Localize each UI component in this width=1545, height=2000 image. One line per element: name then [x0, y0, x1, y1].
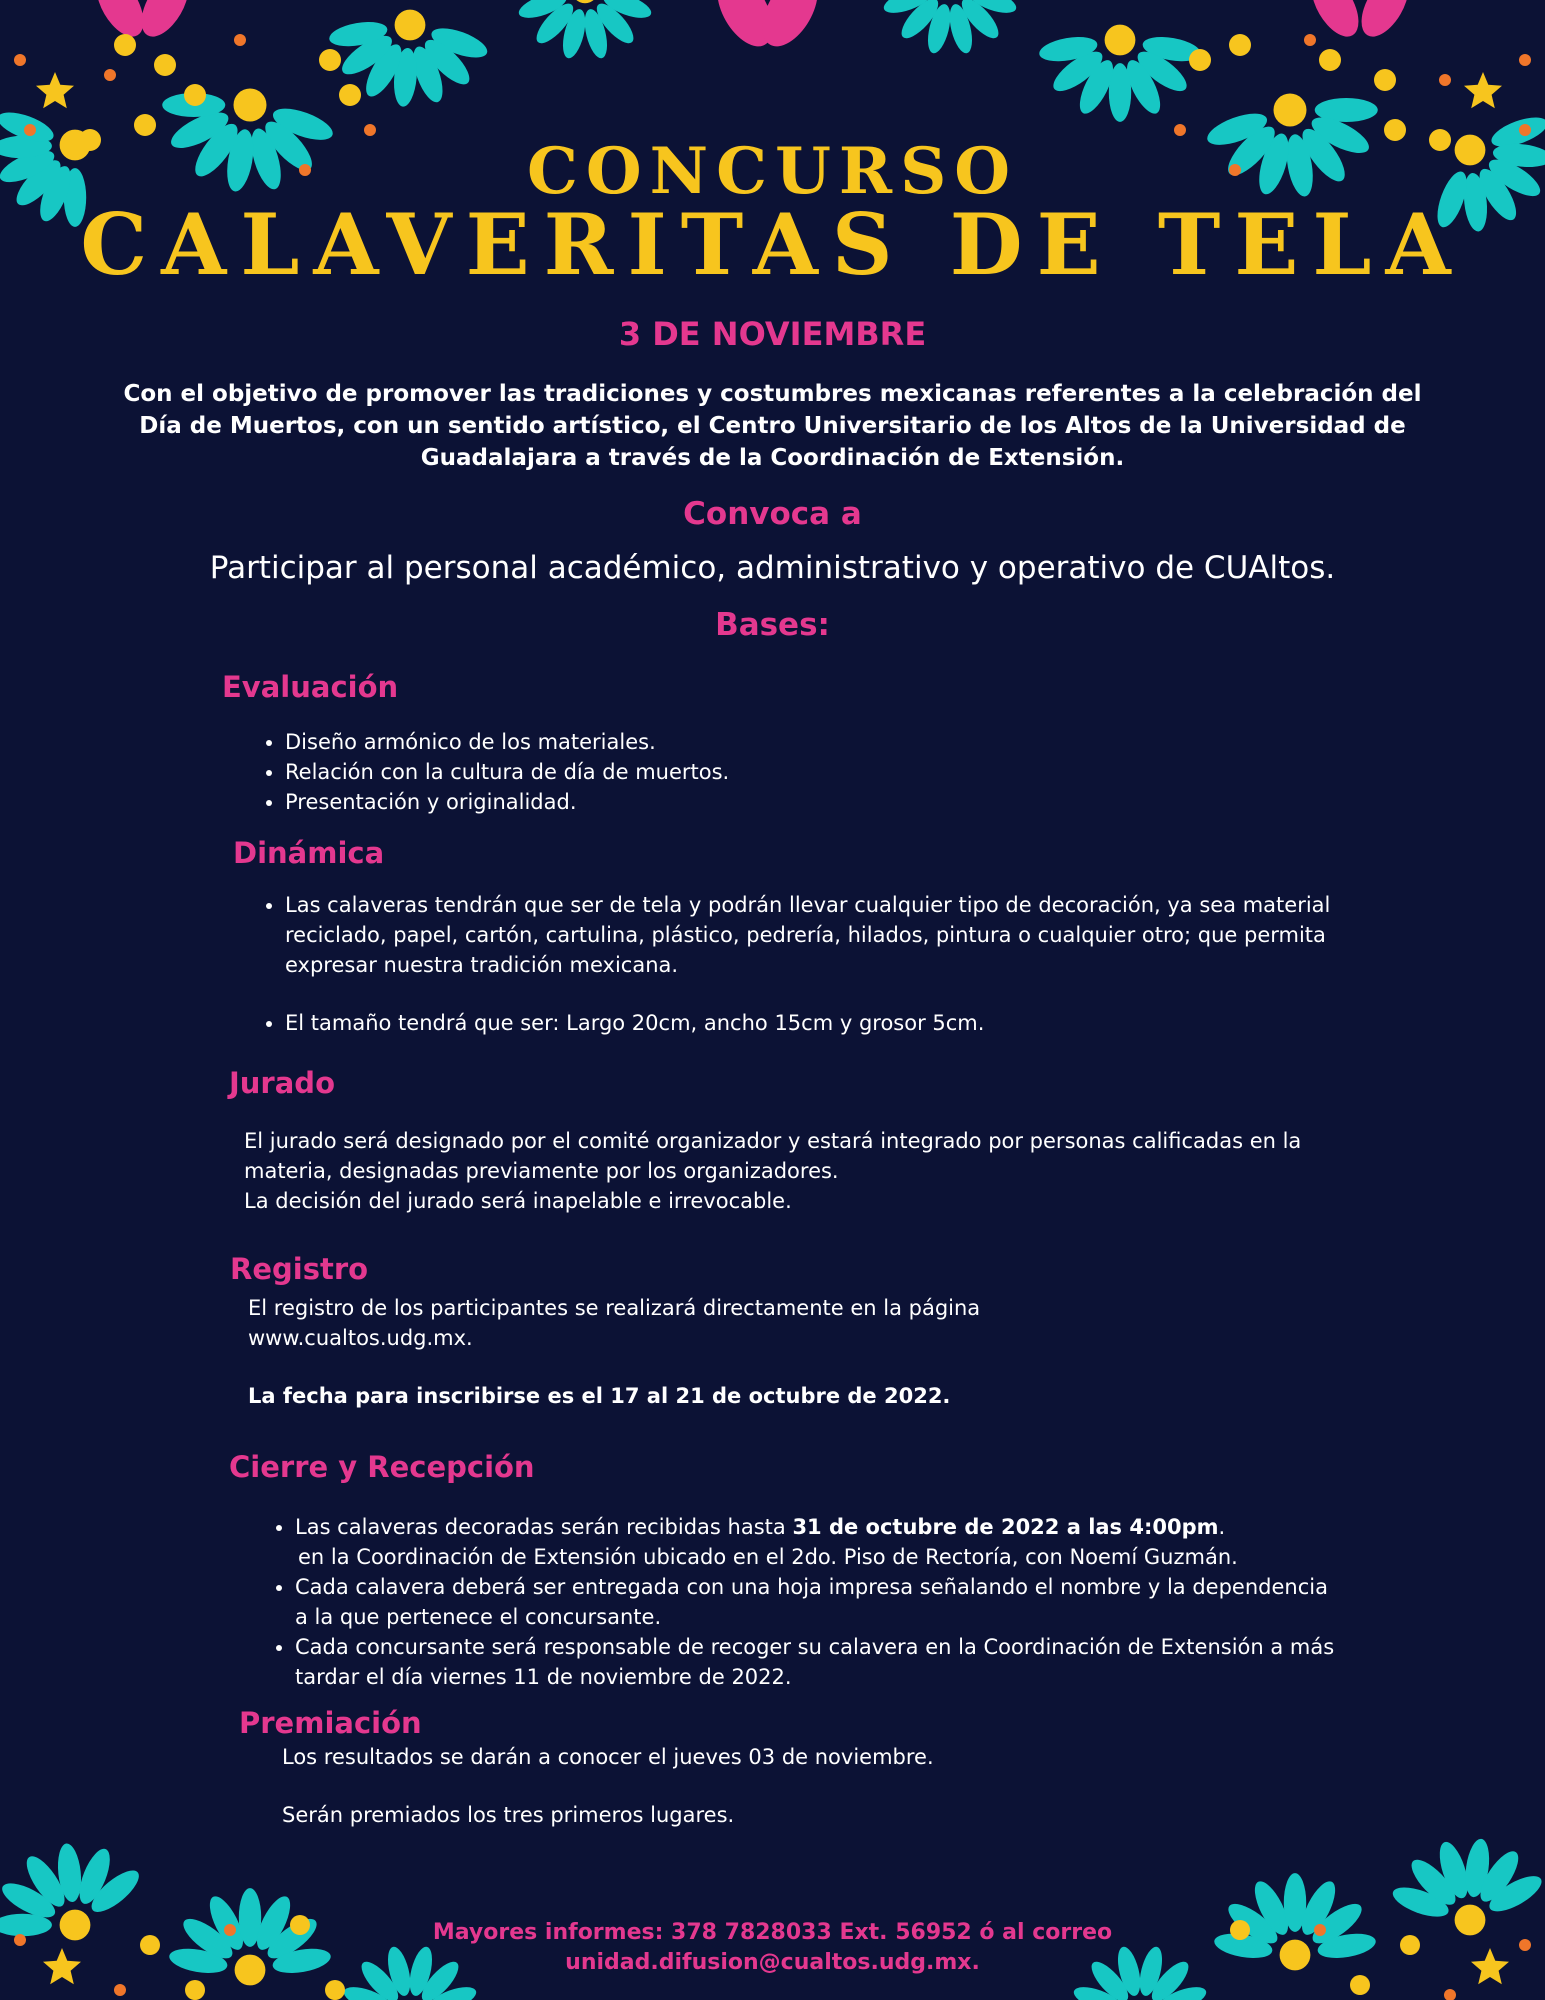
cierre-list	[265, 1512, 1345, 1692]
registro-line1: El registro de los participantes se realizará directamente en la página	[248, 1296, 981, 1320]
jurado-line1: El jurado será designado por el comité organizador y estará integrado por personas calificadas en la materia, designadas previamente por los organizadores.	[244, 1129, 1302, 1183]
contact-footer	[0, 1918, 1545, 1978]
dot-decoration	[325, 1980, 345, 2000]
event-date: 3 DE NOVIEMBRE	[618, 315, 927, 353]
evaluacion-list	[255, 727, 1355, 817]
cierre-item1-pre: Las calaveras decoradas serán recibidas hasta	[295, 1515, 793, 1539]
list-item: • Las calaveras tendrán que ser de tela y podrán llevar cualquier tipo de decoración, ya sea material reciclado, papel, cartón, cartulina, plástico, pedrería, hilados, pintura o cualquier otro; que permita expresar nuestra tradición mexicana.	[285, 890, 1335, 980]
dot-decoration	[14, 54, 26, 66]
dot-decoration	[1174, 124, 1186, 136]
cierre-heading: Cierre y Recepción	[229, 1450, 535, 1484]
list-item: • Cada concursante será responsable de recoger su calavera en la Coordinación de Extensión a más tardar el día viernes 11 de noviembre de 2022.	[295, 1632, 1345, 1692]
bases-heading: Bases:	[715, 607, 830, 643]
premiacion-text	[282, 1742, 1332, 1830]
dot-decoration	[1304, 34, 1316, 46]
list-item: • El tamaño tendrá que ser: Largo 20cm, ancho 15cm y grosor 5cm.	[285, 1008, 1335, 1038]
dinamica-list	[255, 890, 1335, 1038]
registro-deadline: La fecha para inscribirse es el 17 al 21 de octubre de 2022.	[248, 1384, 951, 1408]
cierre-item1-post: .	[1218, 1515, 1226, 1539]
convoca-heading: Convoca a	[683, 496, 862, 532]
registro-url: www.cualtos.udg.mx.	[248, 1326, 473, 1350]
dot-decoration	[1444, 1989, 1456, 2000]
pink-petal-decoration	[132, 0, 198, 44]
flower-icon	[881, 0, 1019, 55]
jurado-text	[244, 1126, 1314, 1216]
list-item: • Relación con la cultura de día de muertos.	[285, 757, 1355, 787]
star-icon	[36, 72, 74, 108]
title-calaveritas: CALAVERITAS DE TELA	[80, 195, 1465, 294]
dot-decoration	[24, 124, 36, 136]
dot-decoration	[1374, 69, 1396, 91]
dot-decoration	[339, 84, 361, 106]
jurado-heading: Jurado	[229, 1066, 335, 1100]
premiacion-line1: Los resultados se darán a conocer el jueves 03 de noviembre.	[282, 1745, 934, 1769]
dot-decoration	[1319, 49, 1341, 71]
registro-heading: Registro	[230, 1252, 369, 1286]
pink-petal-decoration	[1352, 0, 1418, 44]
premiacion-heading: Premiación	[239, 1706, 422, 1740]
list-item: • Cada calavera deberá ser entregada con una hoja impresa señalando el nombre y la dependencia a la que pertenece el concursante.	[295, 1572, 1345, 1632]
cierre-item1-date: 31 de octubre de 2022 a las 4:00pm	[792, 1515, 1219, 1539]
cierre-item1-line2: en la Coordinación de Extensión ubicado en el 2do. Piso de Rectoría, con Noemí Guzmán.	[298, 1545, 1238, 1569]
dot-decoration	[1519, 124, 1531, 136]
convoca-text: Participar al personal académico, administrativo y operativo de CUAltos.	[209, 550, 1336, 586]
contact-phone: Mayores informes: 378 7828033 Ext. 56952 ó al correo	[432, 1920, 1113, 1945]
intro-paragraph: Con el objetivo de promover las tradiciones y costumbres mexicanas referentes a la celebración del Día de Muertos, con un sentido artístico, el Centro Universitario de los Altos de la Universidad de Guadalajara a través de la Coordinación de Extensión.	[123, 381, 1422, 471]
star-icon	[1464, 72, 1502, 108]
dinamica-heading: Dinámica	[233, 836, 385, 870]
premiacion-line2: Serán premiados los tres primeros lugares.	[282, 1803, 735, 1827]
dot-decoration	[364, 124, 376, 136]
jurado-line2: La decisión del jurado será inapelable e irrevocable.	[244, 1189, 792, 1213]
dot-decoration	[1439, 74, 1451, 86]
dot-decoration	[234, 34, 246, 46]
dot-decoration	[104, 69, 116, 81]
title-concurso: CONCURSO	[526, 134, 1019, 209]
registro-text	[248, 1293, 1298, 1411]
dot-decoration	[319, 49, 341, 71]
dot-decoration	[1189, 49, 1211, 71]
dot-decoration	[184, 84, 206, 106]
dot-decoration	[185, 1980, 205, 2000]
dot-decoration	[114, 1984, 126, 1996]
dot-decoration	[114, 34, 136, 56]
dot-decoration	[1229, 34, 1251, 56]
flower-icon	[1037, 25, 1202, 122]
dot-decoration	[1384, 119, 1406, 141]
dot-decoration	[1350, 1975, 1370, 1995]
list-item: • Diseño armónico de los materiales.	[285, 727, 1355, 757]
dot-decoration	[154, 54, 176, 76]
flower-icon	[516, 0, 654, 60]
evaluacion-heading: Evaluación	[222, 670, 399, 704]
dot-decoration	[134, 114, 156, 136]
contact-email[interactable]: unidad.difusion@cualtos.udg.mx.	[565, 1950, 980, 1975]
list-item	[295, 1512, 1345, 1572]
list-item: • Presentación y originalidad.	[285, 787, 1355, 817]
dot-decoration	[1519, 54, 1531, 66]
